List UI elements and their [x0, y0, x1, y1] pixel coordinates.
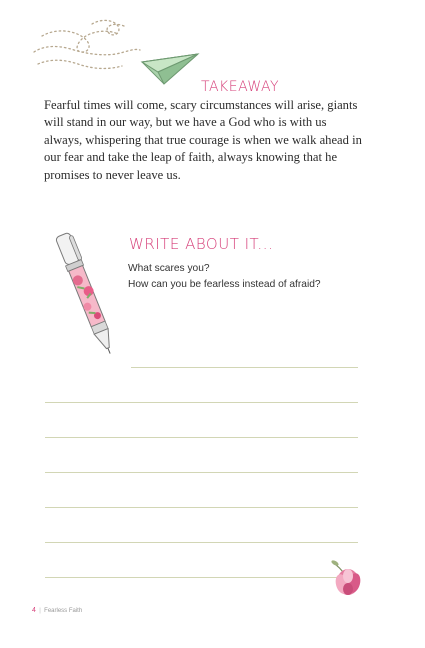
- writing-line[interactable]: [45, 542, 358, 543]
- takeaway-paragraph: Fearful times will come, scary circumstances will arise, giants will stand in our way, but we have a God who is with us always, whispering that true courage is when we walk ahead in our fear and take the leap of faith, always knowing that he promises to never leave us.: [44, 98, 362, 182]
- page-footer: [32, 607, 82, 614]
- write-about-heading: WRITE ABOUT IT...: [129, 235, 274, 253]
- footer-book-title: Fearless Faith: [44, 608, 83, 614]
- writing-line[interactable]: [45, 472, 358, 473]
- takeaway-heading: TAKEAWAY: [201, 79, 279, 95]
- prompt-question-2: How can you be fearless instead of afraid?: [128, 279, 321, 290]
- writing-line[interactable]: [45, 437, 358, 438]
- flower-illustration: [328, 556, 368, 600]
- writing-line[interactable]: [131, 367, 358, 368]
- page-number: 4: [32, 607, 36, 614]
- prompt-question-1: What scares you?: [128, 263, 210, 274]
- footer-divider: |: [37, 608, 43, 614]
- writing-line[interactable]: [45, 507, 358, 508]
- pen-illustration: [46, 226, 128, 364]
- writing-line[interactable]: [45, 577, 358, 578]
- writing-line[interactable]: [45, 402, 358, 403]
- paper-plane-illustration: [22, 14, 202, 94]
